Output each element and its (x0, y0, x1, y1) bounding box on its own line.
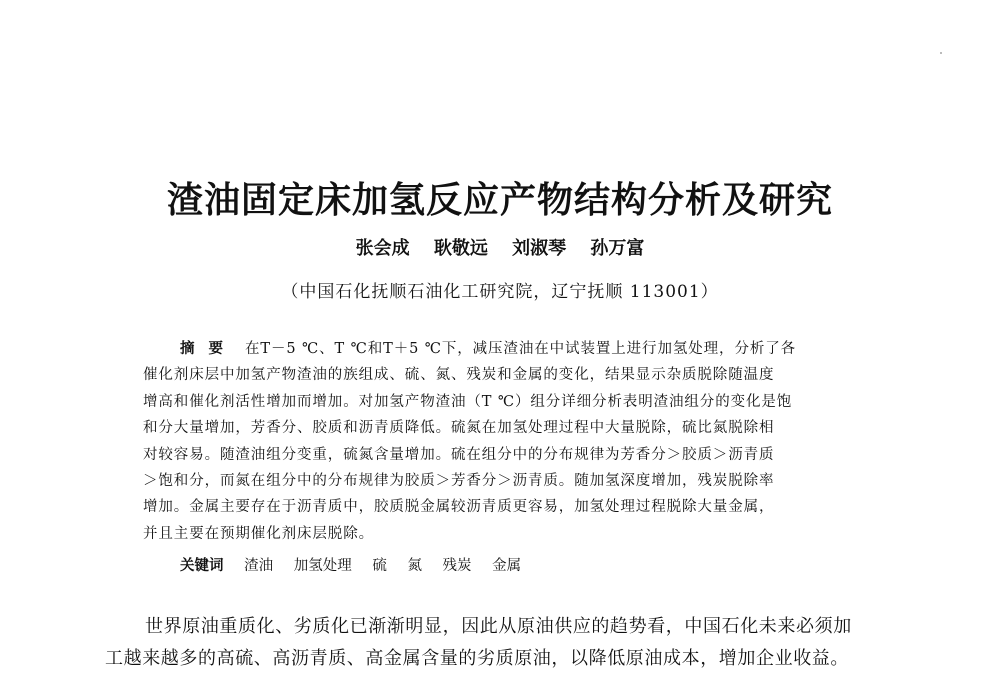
affiliation: （中国石化抚顺石油化工研究院，辽宁抚顺 113001） (281, 282, 719, 302)
abstract-line (143, 336, 877, 362)
abstract-line: ＞饱和分，而氮在组分中的分布规律为胶质＞芳香分＞沥青质。随加氢深度增加，残炭脱除率 (143, 472, 775, 489)
author-name: 刘淑琴 (512, 238, 567, 259)
keyword: 残炭 (442, 558, 472, 574)
abstract-line: 催化剂床层中加氢产物渣油的族组成、硫、氮、残炭和金属的变化，结果显示杂质脱除随温度 (143, 367, 775, 384)
paper-title: 渣油固定床加氢反应产物结构分析及研究 (166, 180, 833, 221)
keyword: 金属 (492, 558, 522, 574)
abstract (143, 336, 877, 547)
abstract-line: 增高和催化剂活性增加而增加。对加氢产物渣油（T ℃）组分详细分析表明渣油组分的变化是饱 (143, 393, 793, 410)
author-name: 耿敬远 (433, 238, 488, 259)
author-name: 张会成 (355, 238, 410, 259)
author-list (0, 236, 1000, 262)
abstract-line: 和分大量增加，芳香分、胶质和沥青质降低。硫氮在加氢处理过程中大量脱除，硫比氮脱除相 (143, 420, 775, 437)
keyword: 加氢处理 (293, 558, 352, 574)
keyword: 氮 (407, 558, 422, 574)
abstract-line: 并且主要在预期催化剂床层脱除。 (143, 525, 374, 542)
scan-mark (940, 52, 942, 54)
keywords (180, 553, 537, 579)
keyword: 渣油 (244, 558, 274, 574)
abstract-line: 增加。金属主要存在于沥青质中，胶质脱金属较沥青质更容易，加氢处理过程脱除大量金属， (143, 499, 775, 516)
body-line: 世界原油重质化、劣质化已渐渐明显，因此从原油供应的趋势看，中国石化未来必须加 (145, 616, 852, 637)
abstract-label: 摘要 (180, 341, 237, 357)
body-paragraph (105, 611, 911, 675)
abstract-line: 对较容易。随渣油组分变重，硫氮含量增加。硫在组分中的分布规律为芳香分＞胶质＞沥青质 (143, 446, 775, 463)
keyword: 硫 (372, 558, 387, 574)
body-line: 工越来越多的高硫、高沥青质、高金属含量的劣质原油，以降低原油成本，增加企业收益。 (105, 648, 849, 669)
abstract-text: 在T－5 ℃、T ℃和T＋5 ℃下，减压渣油在中试装置上进行加氢处理，分析了各 (245, 341, 797, 357)
author-name: 孙万富 (590, 238, 645, 259)
keywords-label: 关键词 (180, 558, 224, 574)
